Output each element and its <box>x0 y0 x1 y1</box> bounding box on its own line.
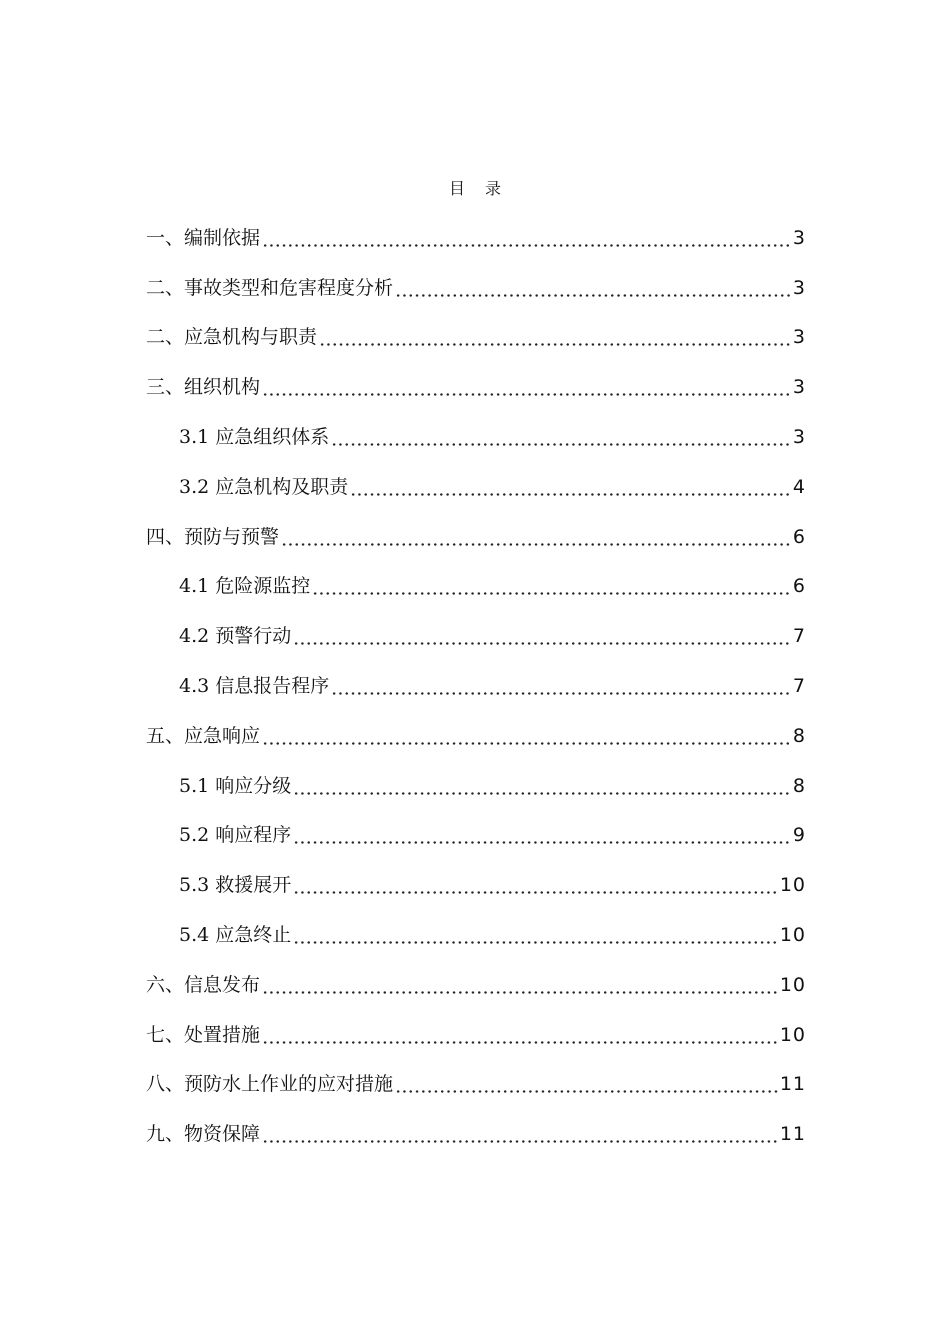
toc-entry-label: 一、编制依据 <box>146 226 261 249</box>
toc-leader-dots <box>293 941 778 944</box>
toc-entry[interactable] <box>146 455 806 505</box>
toc-entry-label: 三、组织机构 <box>146 376 261 399</box>
toc-entry-page-number: 7 <box>792 674 806 697</box>
toc-entry-label: 4.2 预警行动 <box>179 625 292 648</box>
toc-entry-label: 5.1 响应分级 <box>179 774 292 797</box>
toc-leader-dots <box>293 642 791 645</box>
toc-entry[interactable] <box>146 1053 806 1103</box>
toc-entry-page-number: 10 <box>779 874 806 897</box>
toc-entry-page-number: 11 <box>779 1123 806 1146</box>
toc-title <box>0 176 950 199</box>
toc-entry[interactable] <box>146 1003 806 1053</box>
toc-leader-dots <box>312 592 791 595</box>
toc-entry-label: 四、预防与预警 <box>146 525 280 548</box>
toc-leader-dots <box>319 343 791 346</box>
toc-entry-label: 4.3 信息报告程序 <box>179 674 330 697</box>
toc-entry-label: 5.3 救援展开 <box>179 874 292 897</box>
toc-entry-page-number: 3 <box>792 326 806 349</box>
toc-entry[interactable] <box>146 405 806 455</box>
toc-entry[interactable] <box>146 604 806 654</box>
toc-entry[interactable] <box>146 1102 806 1152</box>
toc-entry[interactable] <box>146 355 806 405</box>
toc-entry[interactable] <box>146 206 806 256</box>
toc-leader-dots <box>262 393 791 396</box>
toc-entry[interactable] <box>146 903 806 953</box>
toc-entry-page-number: 6 <box>792 575 806 598</box>
toc-leader-dots <box>350 493 791 496</box>
toc-entry[interactable] <box>146 306 806 356</box>
toc-entry-label: 3.1 应急组织体系 <box>179 425 330 448</box>
toc-entry-page-number: 7 <box>792 625 806 648</box>
toc-entry-page-number: 10 <box>779 923 806 946</box>
toc-entry-page-number: 8 <box>792 724 806 747</box>
toc-entry-page-number: 10 <box>779 1023 806 1046</box>
toc-entry-label: 九、物资保障 <box>146 1123 261 1146</box>
toc-entry-label: 5.4 应急终止 <box>179 923 292 946</box>
toc-title-char-1: 目 <box>448 179 465 198</box>
toc-leader-dots <box>293 841 791 844</box>
toc-entry[interactable] <box>146 754 806 804</box>
toc-entry-page-number: 3 <box>792 376 806 399</box>
toc-entry-page-number: 3 <box>792 276 806 299</box>
toc-leader-dots <box>331 692 791 695</box>
toc-title-char-2: 录 <box>485 179 502 198</box>
toc-entry[interactable] <box>146 853 806 903</box>
toc-entry[interactable] <box>146 804 806 854</box>
toc-entry-label: 二、事故类型和危害程度分析 <box>146 276 394 299</box>
toc-leader-dots <box>262 1041 778 1044</box>
toc-entry[interactable] <box>146 654 806 704</box>
toc-entry-label: 五、应急响应 <box>146 724 261 747</box>
toc-leader-dots <box>293 792 791 795</box>
toc-entry-page-number: 9 <box>792 824 806 847</box>
toc-entry-page-number: 8 <box>792 774 806 797</box>
toc-entry-label: 5.2 响应程序 <box>179 824 292 847</box>
toc-leader-dots <box>293 891 778 894</box>
toc-entry-label: 二、应急机构与职责 <box>146 326 318 349</box>
toc-entry[interactable] <box>146 704 806 754</box>
toc-entry-label: 七、处置措施 <box>146 1023 261 1046</box>
toc-entry-page-number: 6 <box>792 525 806 548</box>
toc-leader-dots <box>331 443 791 446</box>
toc-leader-dots <box>262 991 778 994</box>
toc-leader-dots <box>262 244 791 247</box>
toc-entry[interactable] <box>146 505 806 555</box>
toc-leader-dots <box>262 1140 778 1143</box>
toc-leader-dots <box>281 543 791 546</box>
toc-entry-page-number: 11 <box>779 1073 806 1096</box>
toc-entry-label: 3.2 应急机构及职责 <box>179 475 349 498</box>
toc-entry[interactable] <box>146 953 806 1003</box>
toc-leader-dots <box>395 1090 778 1093</box>
toc-entry-page-number: 10 <box>779 973 806 996</box>
toc-entry-label: 八、预防水上作业的应对措施 <box>146 1073 394 1096</box>
toc-leader-dots <box>262 742 791 745</box>
toc-entry-page-number: 3 <box>792 425 806 448</box>
toc-entry-page-number: 4 <box>792 475 806 498</box>
toc-entry-label: 六、信息发布 <box>146 973 261 996</box>
table-of-contents <box>146 206 806 1152</box>
toc-entry[interactable] <box>146 256 806 306</box>
toc-entry-label: 4.1 危险源监控 <box>179 575 311 598</box>
toc-entry[interactable] <box>146 555 806 605</box>
toc-leader-dots <box>395 294 791 297</box>
toc-entry-page-number: 3 <box>792 226 806 249</box>
